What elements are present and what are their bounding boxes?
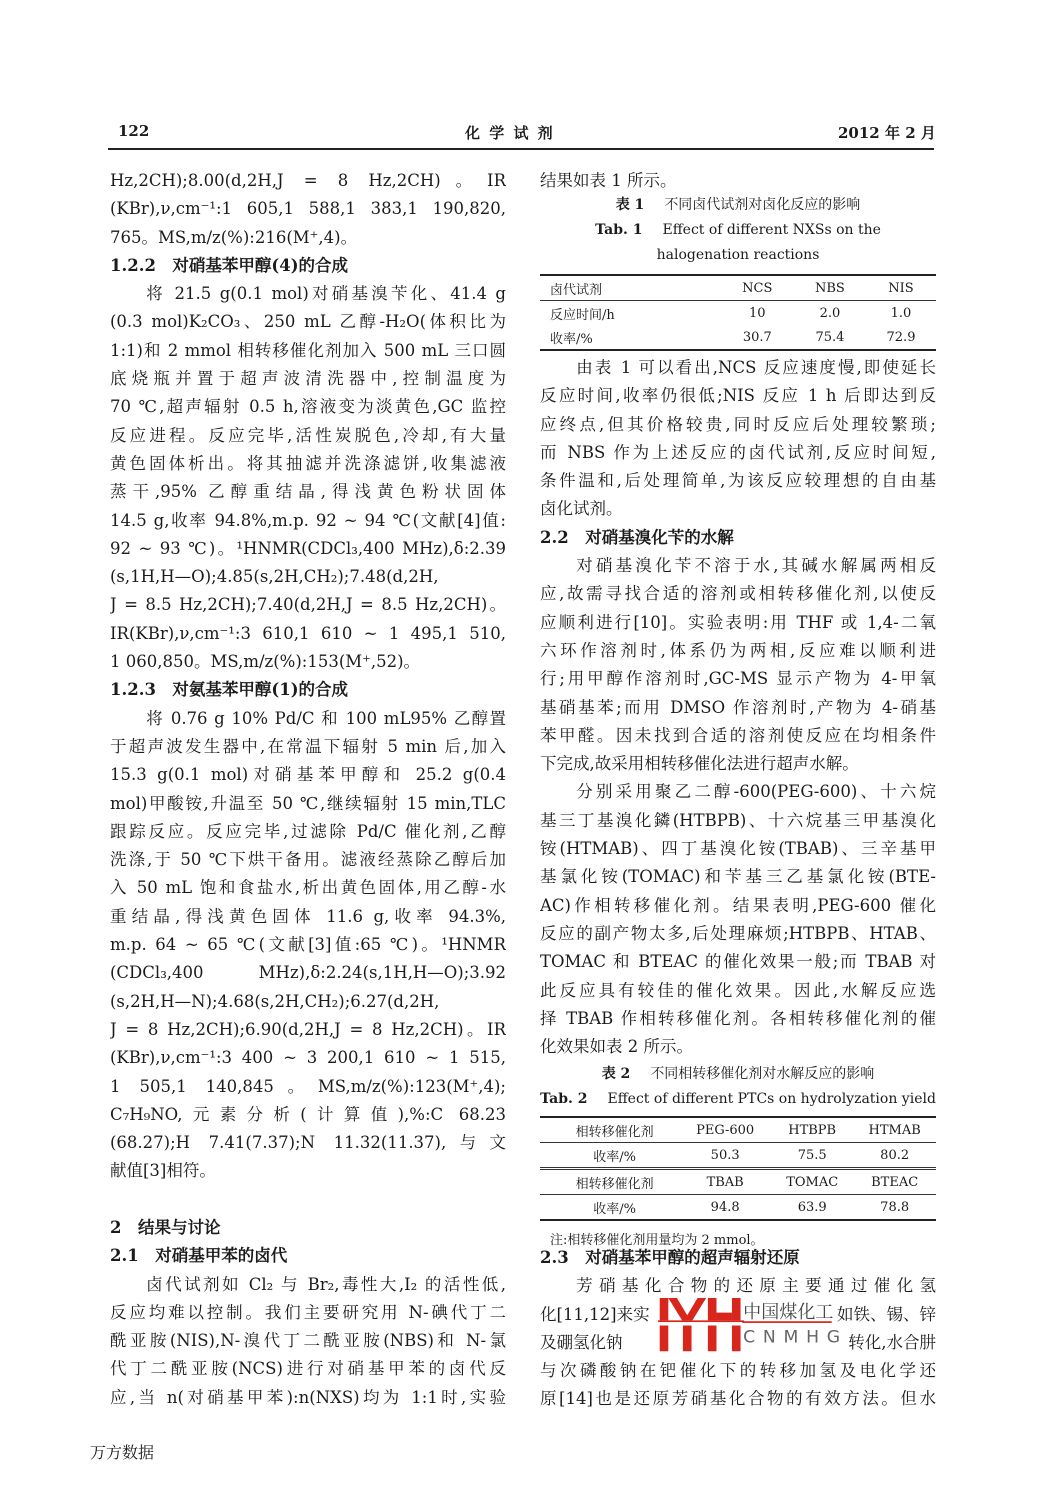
header-cell: HTMAB [868, 1122, 921, 1138]
text-line: 分别采用聚乙二醇-600(PEG-600)、十六烷 [576, 782, 936, 802]
header-cell: HTBPB [788, 1122, 837, 1138]
text-line: 献值[3]相符。 [110, 1161, 216, 1181]
text-line: 结果如表 1 所示。 [540, 171, 677, 190]
cell: 75.4 [815, 329, 845, 345]
text-line: 1 505,1 140,845。MS,m/z(%):123(M⁺,4); [110, 1076, 506, 1096]
cell: 2.0 [819, 305, 841, 321]
table-label: 表 1 [615, 197, 645, 214]
text-line [540, 1329, 936, 1357]
header-cell: 相转移催化剂 [575, 1176, 654, 1192]
table-2 [540, 1062, 936, 1248]
text-line: 反应的副产物太多,后处理麻烦;HTBPB、HTAB、 [540, 923, 936, 943]
table-title: Effect of different NXSs on the [662, 222, 881, 239]
table-row [540, 301, 936, 326]
section-heading: 2.1 对硝基甲苯的卤代 [110, 1246, 288, 1266]
text-line [540, 1301, 936, 1329]
text-line: J = 8 Hz,2CH);6.90(d,2H,J = 8 Hz,2CH)。IR [110, 1019, 506, 1039]
header-cell: 卤代试剂 [550, 282, 603, 298]
cell: 78.8 [880, 1199, 910, 1215]
text-line: 黄色固体析出。将其抽滤并洗涤滤饼,收集滤液 [110, 453, 506, 473]
table-row [540, 1143, 936, 1169]
text-line: 原[14]也是还原芳硝基化合物的有效方法。但水 [540, 1389, 936, 1409]
section-heading: 2.2 对硝基溴化苄的水解 [540, 527, 734, 547]
cell: 50.3 [710, 1147, 740, 1163]
text-line: (s,2H,H—N);4.68(s,2H,CH₂);6.27(d,2H, [110, 991, 440, 1011]
text-line: 化效果如表 2 所示。 [540, 1037, 693, 1057]
text-line: 条件温和,后处理简单,为该反应较理想的自由基 [540, 471, 936, 491]
text-line: (0.3 mol)K₂CO₃、250 mL 乙醇-H₂O(体积比为 [110, 312, 506, 332]
text-line: 15.3 g(0.1 mol)对硝基苯甲醇和 25.2 g(0.4 [110, 765, 506, 785]
header-rule [108, 148, 934, 150]
text-line: 反应进程。反应完毕,活性炭脱色,冷却,有大量 [110, 425, 506, 445]
table-label: Tab. 1 [595, 222, 643, 239]
text-line: (68.27);H 7.41(7.37);N 11.32(11.37),与文 [110, 1133, 506, 1153]
text-line: 应,故需寻找合适的溶剂或相转移催化剂,以使反 [540, 584, 936, 604]
footer-source: 万方数据 [90, 1443, 155, 1462]
text-line: 与次磷酸钠在钯催化下的转移加氢及电化学还 [540, 1361, 936, 1381]
table-1-title-cn [540, 193, 936, 218]
left-column [110, 167, 506, 1412]
text-line: 基硝基苯;而用 DMSO 作溶剂时,产物为 4-硝基 [540, 697, 936, 717]
right-column-bottom [540, 1244, 936, 1414]
text-fragment: 如铁、锡、锌 [837, 1304, 936, 1324]
text-line: 择 TBAB 作相转移催化剂。各相转移催化剂的催 [540, 1008, 936, 1028]
text-line: 将 0.76 g 10% Pd/C 和 100 mL95% 乙醇置 [146, 708, 506, 728]
text-line: (CDCl₃,400 MHz),δ:2.24(s,1H,H—O);3.92 [110, 963, 506, 983]
text-line: 将 21.5 g(0.1 mol)对硝基溴苄化、41.4 g [146, 284, 506, 304]
header-cell: NCS [742, 280, 773, 296]
text-line: 卤化试剂。 [540, 499, 623, 519]
table-row [540, 325, 936, 350]
text-line: IR(KBr),ν,cm⁻¹:3 610,1 610 ~ 1 495,1 510, [110, 623, 506, 643]
table-1 [540, 193, 936, 351]
watermark-name-en: CNMHG [743, 1326, 848, 1348]
text-line: 蒸干,95% 乙醇重结晶,得浅黄色粉状固体 [110, 482, 506, 502]
text-line: 底烧瓶并置于超声波清洗器中,控制温度为 [110, 369, 506, 389]
text-line: mol)甲酸铵,升温至 50 ℃,继续辐射 15 min,TLC [110, 793, 506, 813]
text-line: 跟踪反应。反应完毕,过滤除 Pd/C 催化剂,乙醇 [110, 821, 506, 841]
cell: 反应时间/h [550, 307, 615, 323]
table-1-title-en-cont: halogenation reactions [656, 247, 820, 264]
header-cell: 相转移催化剂 [575, 1124, 654, 1140]
text-line: 应,当 n(对硝基甲苯):n(NXS)均为 1:1时,实验 [110, 1387, 506, 1407]
text-line: (KBr),ν,cm⁻¹:1 605,1 588,1 383,1 190,820, [110, 199, 506, 219]
cell: 收率/% [593, 1149, 636, 1165]
text-line: 基三丁基溴化鏻(HTBPB)、十六烷基三甲基溴化 [540, 810, 936, 830]
section-heading: 2.3 对硝基苯甲醇的超声辐射还原 [540, 1248, 800, 1267]
text-line: 14.5 g,收率 94.8%,m.p. 92 ~ 94 ℃(文献[4]值: [110, 510, 506, 530]
journal-name: 化 学 试 剂 [465, 124, 555, 142]
text-line: 重结晶,得浅黄色固体 11.6 g,收率 94.3%, [110, 906, 506, 926]
text-line: 洗涤,于 50 ℃下烘干备用。滤液经蒸除乙醇后加 [110, 850, 506, 870]
text-line: 应终点,但其价格较贵,同时反应后处理较繁琐; [540, 414, 936, 434]
text-line: 卤代试剂如 Cl₂ 与 Br₂,毒性大,I₂ 的活性低, [146, 1274, 506, 1294]
text-line: AC)作相转移催化剂。结果表明,PEG-600 催化 [540, 895, 936, 915]
cell: 收率/% [550, 331, 593, 347]
text-line: 由表 1 可以看出,NCS 反应速度慢,即使延长 [576, 358, 936, 377]
text-line: C₇H₉NO,元素分析(计算值),%:C 68.23 [110, 1104, 506, 1124]
header-cell: BTEAC [871, 1174, 919, 1190]
text-line: TOMAC 和 BTEAC 的催化效果一般;而 TBAB 对 [540, 952, 936, 972]
table-title: Effect of different PTCs on hydrolyzation yield [607, 1091, 936, 1107]
right-column-middle [540, 354, 936, 1061]
cell: 63.9 [797, 1199, 827, 1215]
text-line: 代丁二酰亚胺(NCS)进行对硝基甲苯的卤代反 [110, 1359, 506, 1379]
text-fragment: 转化,水合肼 [848, 1332, 936, 1352]
text-line: 基氯化铵(TOMAC)和苄基三乙基氯化铵(BTE- [540, 867, 936, 887]
cell: 1.0 [890, 305, 912, 321]
text-line: 对硝基溴化苄不溶于水,其碱水解属两相反 [576, 556, 936, 576]
text-line: 芳硝基化合物的还原主要通过催化氢 [576, 1276, 936, 1296]
text-line: 反应时间,收率仍很低;NIS 反应 1 h 后即达到反 [540, 386, 936, 406]
cell: 75.5 [797, 1147, 827, 1163]
table-title: 不同卤代试剂对卤化反应的影响 [664, 197, 861, 214]
table-label: Tab. 2 [540, 1091, 588, 1107]
cell: 10 [749, 305, 766, 321]
text-line [110, 1186, 506, 1214]
text-line: (KBr),ν,cm⁻¹:3 400 ~ 3 200,1 610 ~ 1 515, [110, 1048, 506, 1068]
text-line: m.p. 64 ~ 65 ℃(文献[3]值:65 ℃)。¹HNMR [110, 935, 506, 955]
section-heading: 1.2.2 对硝基苯甲醇(4)的合成 [110, 255, 349, 275]
text-line: 此反应具有较佳的催化效果。因此,水解反应选 [540, 980, 936, 1000]
table-1-title-en [540, 218, 936, 243]
text-line: 92 ~ 93 ℃)。¹HNMR(CDCl₃,400 MHz),δ:2.39 [110, 538, 506, 558]
text-line: 应顺利进行[10]。实验表明:用 THF 或 1,4-二氧 [540, 612, 936, 632]
text-line: 酰亚胺(NIS),N-溴代丁二酰亚胺(NBS)和 N-氯 [110, 1331, 506, 1351]
section-heading: 1.2.3 对氨基苯甲醇(1)的合成 [110, 680, 349, 700]
table-title: 不同相转移催化剂对水解反应的影响 [650, 1066, 875, 1082]
header-cell: NBS [814, 280, 845, 296]
header-cell: TBAB [706, 1174, 744, 1190]
table-2-title-en [540, 1087, 936, 1112]
text-line: 于超声波发生器中,在常温下辐射 5 min 后,加入 [110, 736, 506, 756]
text-line: 苯甲醛。因未找到合适的溶剂使反应在均相条件 [540, 725, 936, 745]
text-line: J = 8.5 Hz,2CH);7.40(d,2H,J = 8.5 Hz,2CH)。 [110, 595, 506, 615]
text-fragment: 化[11,12]来实 [540, 1304, 650, 1324]
text-line: 1:1)和 2 mmol 相转移催化剂加入 500 mL 三口圆 [110, 340, 506, 360]
issue-date: 2012 年 2 月 [838, 124, 936, 142]
cell: 72.9 [886, 329, 916, 345]
text-line: 1 060,850。MS,m/z(%):153(M⁺,52)。 [110, 652, 421, 672]
cell: 94.8 [710, 1199, 740, 1215]
text-line: 而 NBS 作为上述反应的卤代试剂,反应时间短, [540, 442, 936, 462]
cell: 80.2 [880, 1147, 910, 1163]
header-cell: TOMAC [786, 1174, 839, 1190]
text-line: 行;用甲醇作溶剂时,GC-MS 显示产物为 4-甲氧 [540, 669, 936, 689]
table-row [540, 1195, 936, 1221]
watermark-name-cn: 中国煤化工 [743, 1301, 834, 1323]
page-number: 122 [118, 122, 150, 140]
text-line: 入 50 mL 饱和食盐水,析出黄色固体,用乙醇-水 [110, 878, 506, 898]
header-cell: NIS [888, 280, 914, 296]
text-line: Hz,2CH);8.00(d,2H,J = 8 Hz,2CH)。IR [110, 171, 506, 190]
table-2-title-cn [540, 1062, 936, 1087]
text-line: 70 ℃,超声辐射 0.5 h,溶液变为淡黄色,GC 监控 [110, 397, 506, 417]
text-line: 六环作溶剂时,体系仍为两相,反应难以顺利进 [540, 640, 936, 660]
text-line: 铵(HTMAB)、四丁基溴化铵(TBAB)、三辛基甲 [540, 839, 936, 859]
cell: 30.7 [742, 329, 772, 345]
text-fragment: 及硼氢化钠 [540, 1332, 623, 1352]
text-line: 反应均难以控制。我们主要研究用 N-碘代丁二 [110, 1302, 506, 1322]
header-cell: PEG-600 [696, 1122, 755, 1138]
right-column-top [540, 167, 936, 351]
section-heading: 2 结果与讨论 [110, 1217, 221, 1237]
table-note: 注:相转移催化剂用量均为 2 mmol。 [550, 1233, 764, 1248]
text-line: (s,1H,H—O);4.85(s,2H,CH₂);7.48(d,2H, [110, 567, 439, 587]
text-line: 下完成,故采用相转移催化法进行超声水解。 [540, 754, 859, 774]
cell: 收率/% [593, 1201, 636, 1217]
text-line: 765。MS,m/z(%):216(M⁺,4)。 [110, 227, 358, 247]
table-label: 表 2 [601, 1066, 631, 1082]
